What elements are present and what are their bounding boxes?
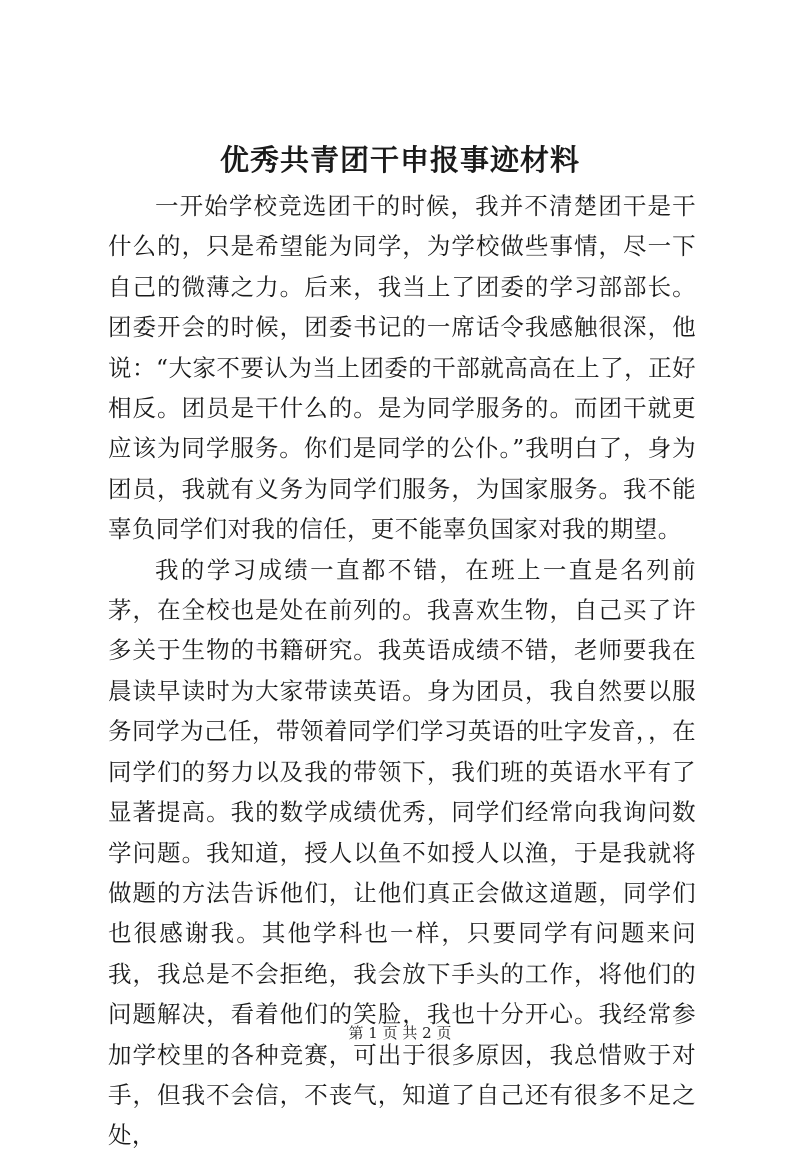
paragraph-2: 我的学习成绩一直都不错，在班上一直是名列前茅，在全校也是处在前列的。我喜欢生物，自己买了许多关于生物的书籍研究。我英语成绩不错，老师要我在晨读早读时为大家带读英语。身为团员，我自然要以服务同学为己任，带领着同学们学习英语的吐字发音，，在同学们的努力以及我的带领下，我们班的英语水平有了显著提高。我的数学成绩优秀，同学们经常向我询问数学问题。我知道，授人以鱼不如授人以渔，于是我就将做题的方法告诉他们，让他们真正会做这道题，同学们也很感谢我。其他学科也一样，只要同学有问题来问我，我总是不会拒绝，我会放下手头的工作，将他们的问题解决，看着他们的笑脸，我也十分开心。我经常参加学校里的各种竞赛，可出于很多原因，我总惜败于对手，但我不会信，不丧气，知道了自己还有很多不足之处， xyxy=(108,555,696,1150)
page-footer: 第 1 页 共 2 页 xyxy=(348,1024,452,1042)
paragraph-1: 一开始学校竞选团干的时候，我并不清楚团干是干什么的，只是希望能为同学，为学校做些事情，尽一下自己的微薄之力。后来，我当上了团委的学习部部长。团委开会的时候，团委书记的一席话令我感触很深，他说：“大家不要认为当上团委的干部就高高在上了，正好相反。团员是干什么的。是为同学服务的。而团干就更应该为同学服务。你们是同学的公仆。”我明白了，身为团员，我就有义务为同学们服务，为国家服务。我不能辜负同学们对我的信任，更不能辜负国家对我的期望。 xyxy=(108,192,696,544)
document-title: 优秀共青团干申报事迹材料 xyxy=(219,143,580,177)
document-body xyxy=(108,186,696,1156)
